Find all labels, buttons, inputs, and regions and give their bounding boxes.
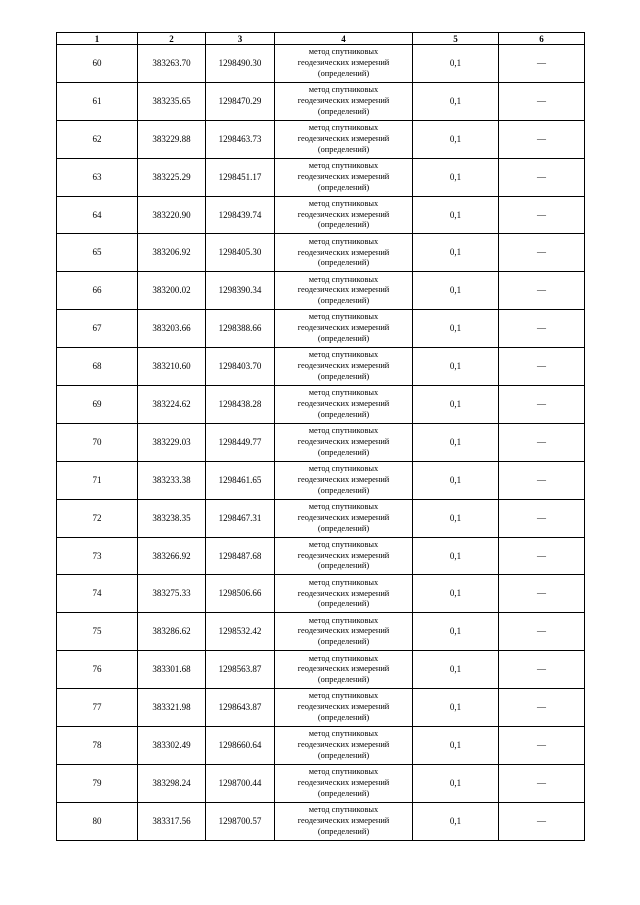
table-row (57, 727, 585, 765)
method-line: геодезических измерений (297, 664, 390, 674)
method-line: (определений) (317, 561, 370, 571)
table-header (57, 33, 585, 45)
method-cell (275, 461, 413, 499)
accuracy-cell: 0,1 (413, 613, 499, 651)
method-line: метод спутниковых (308, 501, 379, 511)
x-coordinate-cell: 383286.62 (138, 613, 206, 651)
method-cell (275, 348, 413, 386)
x-coordinate-cell: 383321.98 (138, 689, 206, 727)
method-line: геодезических измерений (297, 777, 390, 787)
note-cell: — (499, 499, 585, 537)
accuracy-cell: 0,1 (413, 234, 499, 272)
point-number-cell: 60 (57, 45, 138, 83)
note-cell: — (499, 461, 585, 499)
point-number-cell: 63 (57, 158, 138, 196)
note-cell: — (499, 120, 585, 158)
y-coordinate-cell: 1298532.42 (206, 613, 275, 651)
coordinates-table (56, 32, 585, 841)
accuracy-cell: 0,1 (413, 158, 499, 196)
method-line: (определений) (317, 788, 370, 798)
note-cell: — (499, 575, 585, 613)
method-line: (определений) (317, 447, 370, 457)
column-header-1: 1 (57, 33, 138, 45)
method-line: геодезических измерений (297, 361, 390, 371)
method-line: геодезических измерений (297, 209, 390, 219)
method-line: (определений) (317, 675, 370, 685)
column-header-2: 2 (138, 33, 206, 45)
method-line: (определений) (317, 106, 370, 116)
column-header-6: 6 (499, 33, 585, 45)
accuracy-cell: 0,1 (413, 423, 499, 461)
method-cell (275, 234, 413, 272)
method-line: геодезических измерений (297, 626, 390, 636)
method-line: геодезических измерений (297, 740, 390, 750)
x-coordinate-cell: 383266.92 (138, 537, 206, 575)
method-line: геодезических измерений (297, 133, 390, 143)
method-line: метод спутниковых (308, 805, 379, 815)
method-cell (275, 764, 413, 802)
point-number-cell: 75 (57, 613, 138, 651)
point-number-cell: 69 (57, 386, 138, 424)
x-coordinate-cell: 383200.02 (138, 272, 206, 310)
method-cell (275, 82, 413, 120)
method-cell (275, 727, 413, 765)
method-line: (определений) (317, 637, 370, 647)
point-number-cell: 65 (57, 234, 138, 272)
method-line: метод спутниковых (308, 47, 379, 57)
method-line: метод спутниковых (308, 615, 379, 625)
method-cell (275, 310, 413, 348)
method-line: (определений) (317, 371, 370, 381)
point-number-cell: 73 (57, 537, 138, 575)
point-number-cell: 64 (57, 196, 138, 234)
accuracy-cell: 0,1 (413, 461, 499, 499)
note-cell: — (499, 423, 585, 461)
x-coordinate-cell: 383317.56 (138, 802, 206, 840)
point-number-cell: 72 (57, 499, 138, 537)
y-coordinate-cell: 1298700.57 (206, 802, 275, 840)
method-line: геодезических измерений (297, 550, 390, 560)
table-row (57, 234, 585, 272)
column-header-3: 3 (206, 33, 275, 45)
method-line: метод спутниковых (308, 653, 379, 663)
method-line: метод спутниковых (308, 464, 379, 474)
accuracy-cell: 0,1 (413, 348, 499, 386)
point-number-cell: 70 (57, 423, 138, 461)
note-cell: — (499, 348, 585, 386)
note-cell: — (499, 764, 585, 802)
x-coordinate-cell: 383233.38 (138, 461, 206, 499)
method-cell (275, 537, 413, 575)
table-row (57, 310, 585, 348)
note-cell: — (499, 802, 585, 840)
method-cell (275, 689, 413, 727)
point-number-cell: 68 (57, 348, 138, 386)
method-line: метод спутниковых (308, 767, 379, 777)
method-line: геодезических измерений (297, 58, 390, 68)
table-row (57, 802, 585, 840)
method-line: (определений) (317, 750, 370, 760)
y-coordinate-cell: 1298390.34 (206, 272, 275, 310)
accuracy-cell: 0,1 (413, 727, 499, 765)
method-line: геодезических измерений (297, 588, 390, 598)
table-row (57, 45, 585, 83)
x-coordinate-cell: 383301.68 (138, 651, 206, 689)
method-line: метод спутниковых (308, 123, 379, 133)
note-cell: — (499, 234, 585, 272)
method-line: метод спутниковых (308, 729, 379, 739)
table-row (57, 499, 585, 537)
method-line: (определений) (317, 485, 370, 495)
note-cell: — (499, 158, 585, 196)
note-cell: — (499, 651, 585, 689)
method-line: геодезических измерений (297, 323, 390, 333)
y-coordinate-cell: 1298388.66 (206, 310, 275, 348)
point-number-cell: 66 (57, 272, 138, 310)
table-row (57, 196, 585, 234)
point-number-cell: 61 (57, 82, 138, 120)
note-cell: — (499, 537, 585, 575)
y-coordinate-cell: 1298470.29 (206, 82, 275, 120)
method-line: геодезических измерений (297, 512, 390, 522)
y-coordinate-cell: 1298461.65 (206, 461, 275, 499)
accuracy-cell: 0,1 (413, 386, 499, 424)
method-line: (определений) (317, 826, 370, 836)
y-coordinate-cell: 1298439.74 (206, 196, 275, 234)
y-coordinate-cell: 1298490.30 (206, 45, 275, 83)
accuracy-cell: 0,1 (413, 120, 499, 158)
y-coordinate-cell: 1298451.17 (206, 158, 275, 196)
note-cell: — (499, 386, 585, 424)
table-row (57, 158, 585, 196)
point-number-cell: 76 (57, 651, 138, 689)
method-cell (275, 386, 413, 424)
x-coordinate-cell: 383210.60 (138, 348, 206, 386)
accuracy-cell: 0,1 (413, 196, 499, 234)
y-coordinate-cell: 1298405.30 (206, 234, 275, 272)
point-number-cell: 80 (57, 802, 138, 840)
y-coordinate-cell: 1298467.31 (206, 499, 275, 537)
note-cell: — (499, 689, 585, 727)
method-line: метод спутниковых (308, 539, 379, 549)
accuracy-cell: 0,1 (413, 802, 499, 840)
note-cell: — (499, 272, 585, 310)
method-line: (определений) (317, 258, 370, 268)
method-line: геодезических измерений (297, 436, 390, 446)
point-number-cell: 67 (57, 310, 138, 348)
method-line: геодезических измерений (297, 247, 390, 257)
accuracy-cell: 0,1 (413, 651, 499, 689)
table-row (57, 613, 585, 651)
method-line: (определений) (317, 144, 370, 154)
method-line: метод спутниковых (308, 236, 379, 246)
method-line: метод спутниковых (308, 85, 379, 95)
method-line: геодезических измерений (297, 285, 390, 295)
x-coordinate-cell: 383275.33 (138, 575, 206, 613)
x-coordinate-cell: 383203.66 (138, 310, 206, 348)
table-row (57, 575, 585, 613)
method-line: метод спутниковых (308, 198, 379, 208)
x-coordinate-cell: 383224.62 (138, 386, 206, 424)
method-line: (определений) (317, 68, 370, 78)
column-header-4: 4 (275, 33, 413, 45)
method-line: (определений) (317, 334, 370, 344)
accuracy-cell: 0,1 (413, 45, 499, 83)
point-number-cell: 62 (57, 120, 138, 158)
method-line: геодезических измерений (297, 474, 390, 484)
note-cell: — (499, 82, 585, 120)
point-number-cell: 71 (57, 461, 138, 499)
x-coordinate-cell: 383229.88 (138, 120, 206, 158)
method-line: метод спутниковых (308, 274, 379, 284)
accuracy-cell: 0,1 (413, 537, 499, 575)
method-line: метод спутниковых (308, 350, 379, 360)
method-cell (275, 423, 413, 461)
x-coordinate-cell: 383220.90 (138, 196, 206, 234)
method-line: (определений) (317, 599, 370, 609)
accuracy-cell: 0,1 (413, 689, 499, 727)
table-body (57, 45, 585, 841)
method-cell (275, 158, 413, 196)
method-line: (определений) (317, 296, 370, 306)
note-cell: — (499, 613, 585, 651)
table-row (57, 272, 585, 310)
method-line: геодезических измерений (297, 702, 390, 712)
x-coordinate-cell: 383206.92 (138, 234, 206, 272)
table-row (57, 689, 585, 727)
y-coordinate-cell: 1298563.87 (206, 651, 275, 689)
method-line: (определений) (317, 523, 370, 533)
method-cell (275, 120, 413, 158)
method-line: метод спутниковых (308, 312, 379, 322)
x-coordinate-cell: 383235.65 (138, 82, 206, 120)
method-line: метод спутниковых (308, 691, 379, 701)
x-coordinate-cell: 383225.29 (138, 158, 206, 196)
point-number-cell: 78 (57, 727, 138, 765)
table-row (57, 423, 585, 461)
accuracy-cell: 0,1 (413, 575, 499, 613)
method-line: геодезических измерений (297, 815, 390, 825)
point-number-cell: 79 (57, 764, 138, 802)
header-row (57, 33, 585, 45)
y-coordinate-cell: 1298660.64 (206, 727, 275, 765)
method-cell (275, 499, 413, 537)
method-line: метод спутниковых (308, 160, 379, 170)
y-coordinate-cell: 1298403.70 (206, 348, 275, 386)
x-coordinate-cell: 383302.49 (138, 727, 206, 765)
x-coordinate-cell: 383229.03 (138, 423, 206, 461)
method-line: (определений) (317, 182, 370, 192)
table-row (57, 651, 585, 689)
method-cell (275, 272, 413, 310)
table-row (57, 461, 585, 499)
x-coordinate-cell: 383238.35 (138, 499, 206, 537)
accuracy-cell: 0,1 (413, 272, 499, 310)
method-cell (275, 196, 413, 234)
method-line: (определений) (317, 712, 370, 722)
accuracy-cell: 0,1 (413, 310, 499, 348)
y-coordinate-cell: 1298506.66 (206, 575, 275, 613)
method-line: геодезических измерений (297, 95, 390, 105)
y-coordinate-cell: 1298449.77 (206, 423, 275, 461)
y-coordinate-cell: 1298643.87 (206, 689, 275, 727)
note-cell: — (499, 196, 585, 234)
accuracy-cell: 0,1 (413, 499, 499, 537)
method-line: метод спутниковых (308, 577, 379, 587)
y-coordinate-cell: 1298463.73 (206, 120, 275, 158)
method-cell (275, 613, 413, 651)
x-coordinate-cell: 383263.70 (138, 45, 206, 83)
note-cell: — (499, 310, 585, 348)
accuracy-cell: 0,1 (413, 764, 499, 802)
table-row (57, 82, 585, 120)
method-cell (275, 651, 413, 689)
method-line: геодезических измерений (297, 399, 390, 409)
method-line: (определений) (317, 220, 370, 230)
method-line: метод спутниковых (308, 426, 379, 436)
y-coordinate-cell: 1298487.68 (206, 537, 275, 575)
y-coordinate-cell: 1298438.28 (206, 386, 275, 424)
table-row (57, 120, 585, 158)
note-cell: — (499, 727, 585, 765)
note-cell: — (499, 45, 585, 83)
accuracy-cell: 0,1 (413, 82, 499, 120)
x-coordinate-cell: 383298.24 (138, 764, 206, 802)
method-cell (275, 575, 413, 613)
point-number-cell: 77 (57, 689, 138, 727)
method-line: метод спутниковых (308, 388, 379, 398)
method-line: (определений) (317, 409, 370, 419)
table-row (57, 764, 585, 802)
method-cell (275, 45, 413, 83)
method-line: геодезических измерений (297, 171, 390, 181)
table-row (57, 386, 585, 424)
method-cell (275, 802, 413, 840)
table-row (57, 537, 585, 575)
table-row (57, 348, 585, 386)
column-header-5: 5 (413, 33, 499, 45)
point-number-cell: 74 (57, 575, 138, 613)
y-coordinate-cell: 1298700.44 (206, 764, 275, 802)
